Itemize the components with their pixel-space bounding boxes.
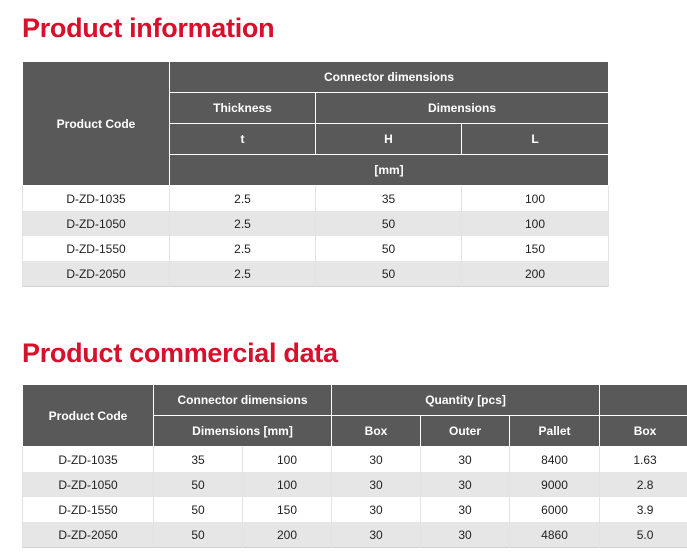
cell-pallet: 6000 [510,497,600,522]
header-dimensions: Dimensions [316,93,609,124]
cell-pallet: 9000 [510,472,600,497]
cell-box-2: 5.0 [600,522,687,548]
cell-pallet: 8400 [510,447,600,473]
cell-product-code: D-ZD-1550 [23,236,170,261]
cell-dimension-1: 50 [154,522,243,548]
cell-h: 50 [316,261,462,287]
cell-dimension-2: 100 [243,472,332,497]
table-row [23,497,687,522]
header-box: Box [332,416,421,447]
cell-product-code: D-ZD-1035 [23,186,170,212]
cell-dimension-1: 35 [154,447,243,473]
cell-box-2: 1.63 [600,447,687,473]
table-row [23,472,687,497]
cell-box: 30 [332,497,421,522]
cell-box-2: 2.8 [600,472,687,497]
cell-product-code: D-ZD-2050 [23,261,170,287]
cell-product-code: D-ZD-1050 [23,211,170,236]
cell-box-2: 3.9 [600,497,687,522]
cell-box: 30 [332,447,421,473]
header-empty [600,385,687,416]
table-row [23,186,609,212]
product-commercial-data-heading: Product commercial data [22,338,338,368]
cell-l: 150 [462,236,609,261]
cell-outer: 30 [421,472,510,497]
header-t: t [170,124,316,155]
header-thickness: Thickness [170,93,316,124]
header-unit-mm: [mm] [170,155,609,186]
header-outer: Outer [421,416,510,447]
cell-l: 100 [462,211,609,236]
cell-dimension-2: 100 [243,447,332,473]
header-h: H [316,124,462,155]
header-box-2: Box [600,416,687,447]
cell-box: 30 [332,472,421,497]
cell-dimension-1: 50 [154,472,243,497]
cell-t: 2.5 [170,236,316,261]
cell-product-code: D-ZD-1050 [23,472,154,497]
cell-t: 2.5 [170,186,316,212]
cell-box: 30 [332,522,421,548]
cell-h: 35 [316,186,462,212]
header-l: L [462,124,609,155]
product-information-table [22,61,609,287]
cell-l: 200 [462,261,609,287]
cell-dimension-2: 150 [243,497,332,522]
cell-l: 100 [462,186,609,212]
cell-h: 50 [316,236,462,261]
header-dimensions-mm: Dimensions [mm] [154,416,332,447]
cell-t: 2.5 [170,261,316,287]
header-connector-dimensions: Connector dimensions [154,385,332,416]
cell-product-code: D-ZD-1550 [23,497,154,522]
header-product-code: Product Code [23,62,170,186]
product-information-heading: Product information [22,13,275,43]
table-row [23,211,609,236]
cell-dimension-1: 50 [154,497,243,522]
cell-outer: 30 [421,522,510,548]
cell-pallet: 4860 [510,522,600,548]
table-row [23,447,687,473]
table-row [23,522,687,548]
cell-t: 2.5 [170,211,316,236]
table-row [23,236,609,261]
header-quantity: Quantity [pcs] [332,385,600,416]
product-commercial-data-table [22,384,687,548]
cell-product-code: D-ZD-1035 [23,447,154,473]
cell-h: 50 [316,211,462,236]
header-product-code: Product Code [23,385,154,447]
cell-dimension-2: 200 [243,522,332,548]
header-pallet: Pallet [510,416,600,447]
table-row [23,261,609,287]
cell-outer: 30 [421,497,510,522]
cell-product-code: D-ZD-2050 [23,522,154,548]
cell-outer: 30 [421,447,510,473]
header-connector-dimensions: Connector dimensions [170,62,609,93]
